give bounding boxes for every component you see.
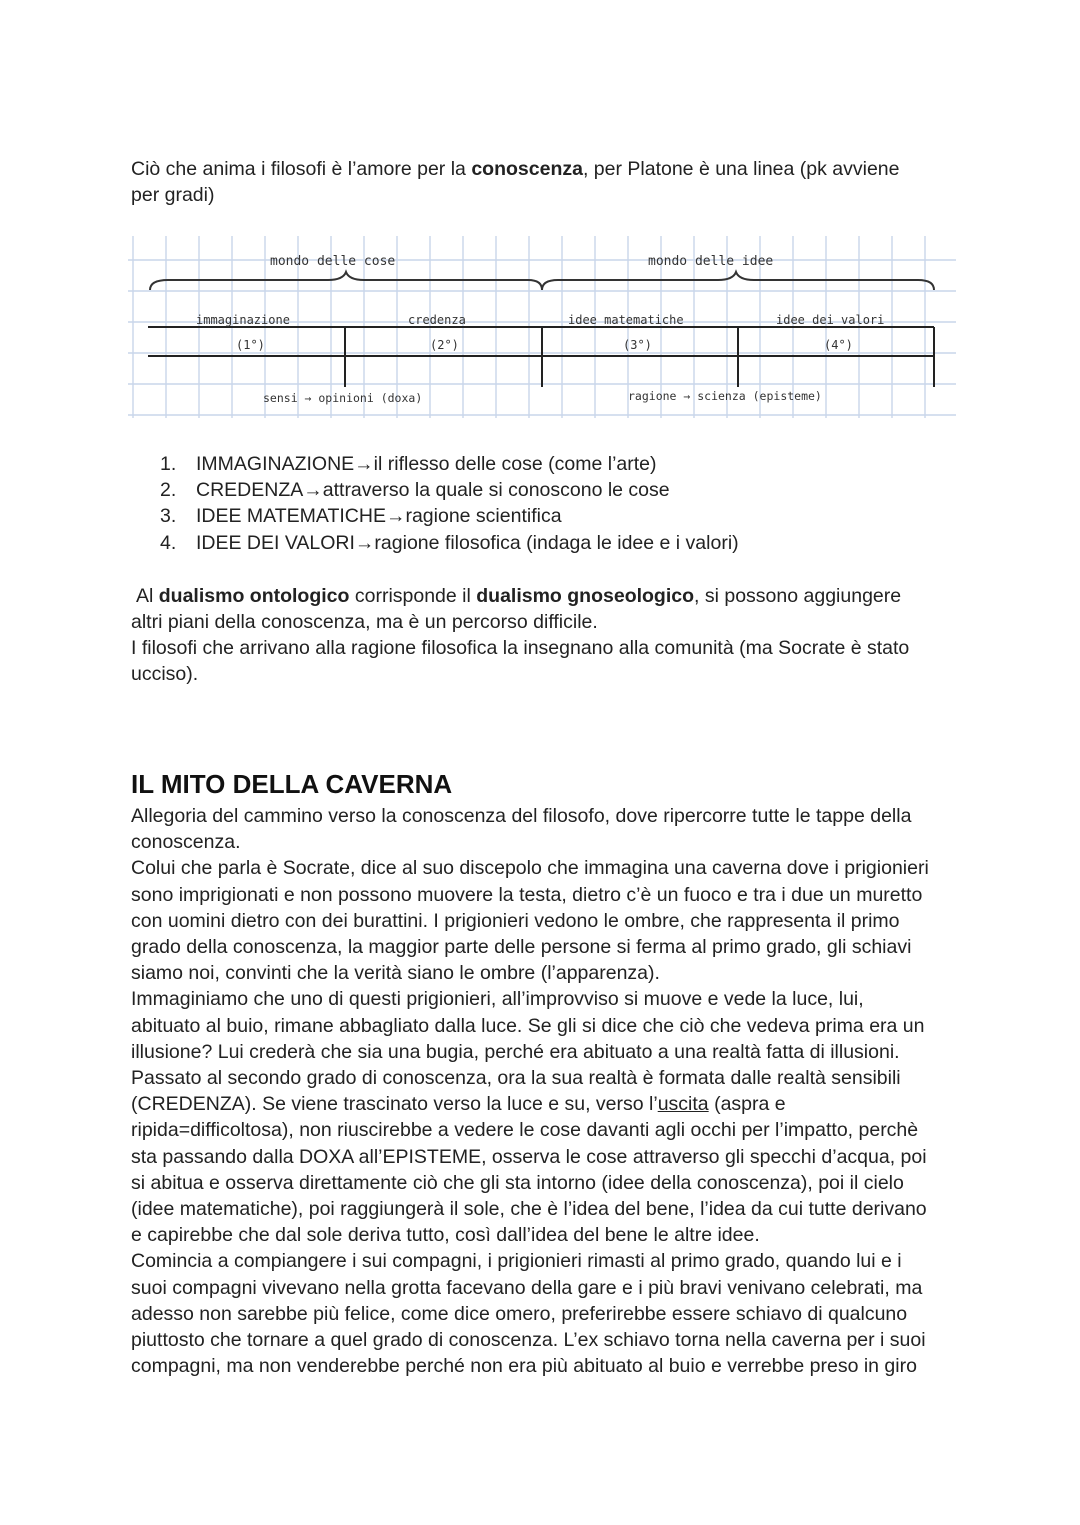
text-line: Immaginiamo che uno di questi prigionieri, all’improvviso si muove e vede la luce, lui, bbox=[131, 988, 864, 1011]
dualism-bold-ontologico: dualismo ontologico bbox=[158, 585, 350, 607]
intro-text-end: , per Platone è una linea (pk avviene bbox=[582, 158, 900, 180]
left-brace bbox=[150, 272, 542, 290]
cell-1-num: (1°) bbox=[236, 338, 265, 352]
text-segment: (CREDENZA). Se viene trascinato verso la luce e su, verso l’ bbox=[131, 1093, 658, 1116]
underlined-word: uscita bbox=[657, 1093, 709, 1116]
text-line: Comincia a compiangere i sui compagni, i prigionieri rimasti al primo grado, quando lui e i bbox=[131, 1250, 902, 1273]
list-item bbox=[160, 503, 960, 529]
philosophers-line-2: ucciso). bbox=[131, 663, 199, 686]
dualism-paragraph bbox=[131, 583, 961, 635]
text-line: conoscenza. bbox=[131, 831, 241, 854]
text-line: siamo noi, convinti che la verità siano le ombre (l’apparenza). bbox=[131, 962, 660, 985]
text-line: Colui che parla è Socrate, dice al suo discepolo che immagina una caverna dove i prigionieri bbox=[131, 857, 929, 880]
text-line: sono imprigionati e non possono muovere la testa, dietro c’è un fuoco e tra i due un muretto bbox=[131, 883, 923, 906]
list-item bbox=[160, 477, 960, 503]
list-item bbox=[160, 451, 960, 477]
cell-3-num: (3°) bbox=[623, 338, 652, 352]
text-line: si abitua e osserva direttamente ciò che gli sta intorno (idee della conoscenza), poi il cielo bbox=[131, 1171, 904, 1194]
bottom-right-label: ragione → scienza (episteme) bbox=[628, 389, 822, 403]
text-line: abituato al buio, rimane abbagliato dalla luce. Se gli si dice che ciò che vedeva prima era un bbox=[131, 1014, 925, 1037]
list-item-number: 3. bbox=[160, 505, 177, 528]
dualism-line-2: altri piani della conoscenza, ma è un percorso difficile. bbox=[131, 611, 598, 634]
list-item-number: 4. bbox=[160, 531, 177, 554]
knowledge-line-diagram bbox=[128, 232, 956, 422]
text-line: compagni, ma non venderebbe perché non era più abituato al buio e verrebbe preso in giro bbox=[131, 1355, 917, 1378]
text-line: Passato al secondo grado di conoscenza, ora la sua realtà è formata dalle realtà sensibili bbox=[131, 1067, 901, 1090]
text-line bbox=[131, 1091, 961, 1117]
text-line: illusione? Lui crederà che sia una bugia, perché era abituato a una realtà fatta di illusioni. bbox=[131, 1040, 900, 1063]
intro-bold-term: conoscenza bbox=[471, 158, 583, 180]
list-item bbox=[160, 530, 960, 556]
knowledge-steps-list bbox=[160, 451, 960, 556]
cell-3-label: idee matematiche bbox=[568, 313, 684, 327]
dualism-text-d: , si possono aggiungere bbox=[694, 585, 902, 607]
top-left-label: mondo delle cose bbox=[270, 254, 396, 269]
text-line: sta passando dalla DOXA all’EPISTEME, osserva le cose attraverso gli specchi d’acqua, poi bbox=[131, 1145, 927, 1168]
list-item-text: IDEE MATEMATICHE→ragione scientifica bbox=[196, 505, 562, 528]
section-heading: IL MITO DELLA CAVERNA bbox=[131, 769, 453, 799]
text-line: e capirebbe che dal sole deriva tutto, così dall’idea del bene le altre idee. bbox=[131, 1224, 760, 1247]
text-line: adesso non sarebbe più felice, come dice omero, preferirebbe essere schiavo di qualcuno bbox=[131, 1302, 908, 1325]
cell-4-label: idee dei valori bbox=[776, 313, 885, 327]
bottom-left-label: sensi → opinioni (doxa) bbox=[263, 391, 423, 405]
cell-4-num: (4°) bbox=[824, 338, 853, 352]
dualism-text-a: Al bbox=[136, 585, 159, 607]
list-item-number: 1. bbox=[160, 453, 177, 475]
intro-paragraph bbox=[131, 156, 961, 208]
list-item-text: IMMAGINAZIONE→il riflesso delle cose (come l’arte) bbox=[196, 453, 657, 475]
top-right-label: mondo delle idee bbox=[648, 254, 774, 269]
cell-1-label: immaginazione bbox=[196, 313, 290, 327]
dualism-bold-gnoseologico: dualismo gnoseologico bbox=[476, 585, 695, 607]
text-line: grado della conoscenza, la maggior parte delle persone si ferma al primo grado, gli schiavi bbox=[131, 936, 912, 959]
text-line: suoi compagni vivevano nella grotta facevano della gare e i più bravi venivano celebrati, ma bbox=[131, 1276, 923, 1299]
philosophers-paragraph bbox=[131, 635, 961, 687]
right-brace bbox=[542, 272, 934, 290]
text-line: ripida=difficoltosa), non riuscirebbe a vedere le cose davanti agli occhi per l’impatto, perchè bbox=[131, 1119, 919, 1142]
list-item-number: 2. bbox=[160, 479, 177, 502]
text-line: piuttosto che tornare a quel grado di conoscenza. L’ex schiavo torna nella caverna per i suoi bbox=[131, 1329, 926, 1352]
text-line: con uomini dietro con dei burattini. I prigionieri vedono le ombre, che rappresenta il primo bbox=[131, 909, 900, 932]
dualism-text-c: corrisponde il bbox=[349, 585, 477, 607]
philosophers-line-1: I filosofi che arrivano alla ragione filosofica la insegnano alla comunità (ma Socrate è stato bbox=[131, 637, 910, 659]
list-item-text: CREDENZA→attraverso la quale si conoscono le cose bbox=[196, 479, 670, 502]
text-line: (idee matematiche), poi raggiungerà il sole, che è l’idea del bene, l’idea da cui tutte derivano bbox=[131, 1198, 927, 1221]
cell-2-num: (2°) bbox=[430, 338, 459, 352]
intro-text: Ciò che anima i filosofi è l’amore per la bbox=[131, 158, 472, 180]
list-item-text: IDEE DEI VALORI→ragione filosofica (indaga le idee e i valori) bbox=[196, 531, 739, 554]
text-segment: (aspra e bbox=[708, 1093, 786, 1116]
text-line: Allegoria del cammino verso la conoscenza del filosofo, dove ripercorre tutte le tappe della bbox=[131, 805, 912, 827]
cave-myth-paragraph bbox=[131, 803, 961, 1379]
cell-2-label: credenza bbox=[408, 313, 466, 327]
intro-line-2: per gradi) bbox=[131, 184, 215, 207]
